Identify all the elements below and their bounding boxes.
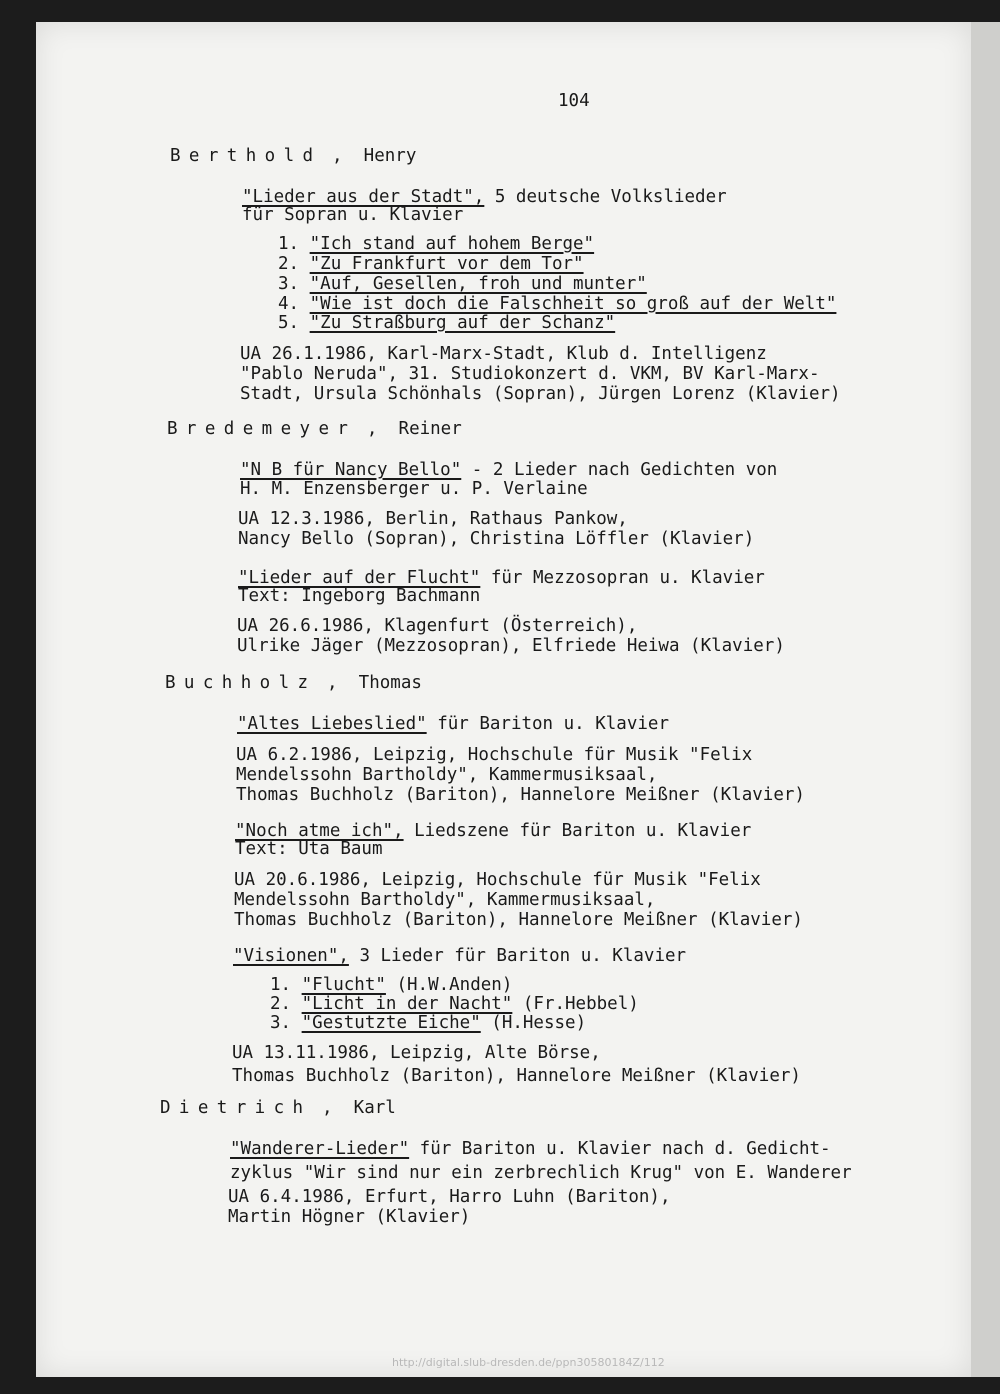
work-description: 5 deutsche Volkslieder — [484, 187, 727, 207]
work-description-line: zyklus "Wir sind nur ein zerbrechlich Krug" von E. Wanderer — [230, 1163, 852, 1183]
list-item — [278, 274, 647, 294]
item-number: 1. — [278, 234, 300, 254]
work-title-line — [240, 460, 777, 480]
work-title-line — [230, 1139, 831, 1159]
item-number: 3. — [278, 274, 300, 294]
separator: , — [322, 1098, 333, 1118]
separator: , — [327, 673, 338, 693]
work-description: für Mezzosopran u. Klavier — [480, 568, 765, 588]
item-number: 4. — [278, 294, 300, 314]
premiere-line: Nancy Bello (Sopran), Christina Löffler (Klavier) — [238, 529, 755, 549]
song-title: "Ich stand auf hohem Berge" — [309, 234, 595, 254]
item-number: 2. — [278, 254, 300, 274]
list-item — [278, 313, 615, 333]
premiere-line: Stadt, Ursula Schönhals (Sopran), Jürgen Lorenz (Klavier) — [240, 384, 841, 404]
composer-surname: Berthold — [170, 146, 322, 166]
composer-firstname: Thomas — [358, 673, 422, 693]
composer-heading — [170, 146, 416, 166]
list-item — [270, 994, 639, 1014]
song-title: "Auf, Gesellen, froh und munter" — [309, 274, 647, 294]
work-description-line: H. M. Enzensberger u. P. Verlaine — [240, 479, 588, 499]
premiere-line: UA 13.11.1986, Leipzig, Alte Börse, — [232, 1043, 601, 1063]
premiere-line: UA 20.6.1986, Leipzig, Hochschule für Musik "Felix — [234, 870, 761, 890]
song-author: (Fr.Hebbel) — [512, 994, 639, 1014]
work-title: "Altes Liebeslied" — [237, 714, 427, 734]
work-title-line — [237, 714, 669, 734]
source-url: http://digital.slub-dresden.de/ppn30580184Z/112 — [392, 1356, 665, 1369]
premiere-line: Thomas Buchholz (Bariton), Hannelore Meißner (Klavier) — [234, 910, 803, 930]
work-title-line — [242, 187, 727, 207]
facing-page-edge — [971, 22, 1000, 1377]
premiere-line: Thomas Buchholz (Bariton), Hannelore Meißner (Klavier) — [232, 1066, 801, 1086]
premiere-line: Martin Högner (Klavier) — [228, 1207, 471, 1227]
premiere-line: UA 6.4.1986, Erfurt, Harro Luhn (Bariton), — [228, 1187, 671, 1207]
song-title: "Wie ist doch die Falschheit so groß auf der Welt" — [309, 294, 837, 314]
composer-firstname: Henry — [363, 146, 417, 166]
composer-surname: Dietrich — [160, 1098, 312, 1118]
song-title: "Flucht" — [301, 975, 386, 995]
work-title: "Visionen", — [233, 946, 349, 966]
song-title: "Licht in der Nacht" — [301, 994, 513, 1014]
premiere-line: UA 6.2.1986, Leipzig, Hochschule für Musik "Felix — [236, 745, 753, 765]
premiere-line: UA 12.3.1986, Berlin, Rathaus Pankow, — [238, 509, 628, 529]
composer-surname: Bredemeyer — [167, 419, 357, 439]
item-number: 5. — [278, 313, 300, 333]
work-title-line — [235, 821, 751, 841]
song-title: "Zu Frankfurt vor dem Tor" — [309, 254, 584, 274]
item-number: 1. — [270, 975, 292, 995]
premiere-line: UA 26.1.1986, Karl-Marx-Stadt, Klub d. Intelligenz — [240, 344, 767, 364]
work-description-line: für Sopran u. Klavier — [242, 205, 464, 225]
work-title: "Wanderer-Lieder" — [230, 1139, 410, 1159]
premiere-line: Mendelssohn Bartholdy", Kammermusiksaal, — [236, 765, 658, 785]
list-item — [278, 234, 594, 254]
composer-firstname: Reiner — [398, 419, 462, 439]
list-item — [270, 1013, 586, 1033]
separator: , — [332, 146, 343, 166]
work-description: 3 Lieder für Bariton u. Klavier — [348, 946, 687, 966]
list-item — [270, 975, 512, 995]
work-title: "Lieder aus der Stadt", — [242, 187, 485, 207]
song-author: (H.Hesse) — [480, 1013, 587, 1033]
work-description: - 2 Lieder nach Gedichten von — [461, 460, 778, 480]
composer-heading — [160, 1098, 396, 1118]
work-title-line — [233, 946, 686, 966]
work-description-line: Text: Ingeborg Bachmann — [238, 586, 481, 606]
premiere-line: Thomas Buchholz (Bariton), Hannelore Meißner (Klavier) — [236, 785, 805, 805]
item-number: 2. — [270, 994, 292, 1014]
premiere-line: UA 26.6.1986, Klagenfurt (Österreich), — [237, 616, 638, 636]
separator: , — [366, 419, 378, 439]
work-title: "N B für Nancy Bello" — [240, 460, 462, 480]
song-title: "Gestutzte Eiche" — [301, 1013, 481, 1033]
work-description-line: Text: Uta Baum — [235, 839, 383, 859]
work-title: "Noch atme ich", — [235, 821, 404, 841]
composer-heading — [165, 673, 422, 693]
composer-firstname: Karl — [353, 1098, 396, 1118]
work-description: für Bariton u. Klavier nach d. Gedicht- — [409, 1139, 831, 1159]
premiere-line: Mendelssohn Bartholdy", Kammermusiksaal, — [234, 890, 656, 910]
item-number: 3. — [270, 1013, 292, 1033]
work-title-line — [238, 568, 765, 588]
composer-surname: Buchholz — [165, 673, 317, 693]
work-description: Liedszene für Bariton u. Klavier — [403, 821, 752, 841]
page-number: 104 — [558, 91, 590, 111]
work-title: "Lieder auf der Flucht" — [238, 568, 481, 588]
composer-heading — [167, 419, 462, 439]
song-author: (H.W.Anden) — [385, 975, 513, 995]
premiere-line: Ulrike Jäger (Mezzosopran), Elfriede Heiwa (Klavier) — [237, 636, 785, 656]
list-item — [278, 254, 584, 274]
list-item — [278, 294, 836, 314]
premiere-line: "Pablo Neruda", 31. Studiokonzert d. VKM, BV Karl-Marx- — [240, 364, 820, 384]
work-description: für Bariton u. Klavier — [426, 714, 669, 734]
song-title: "Zu Straßburg auf der Schanz" — [309, 313, 616, 333]
